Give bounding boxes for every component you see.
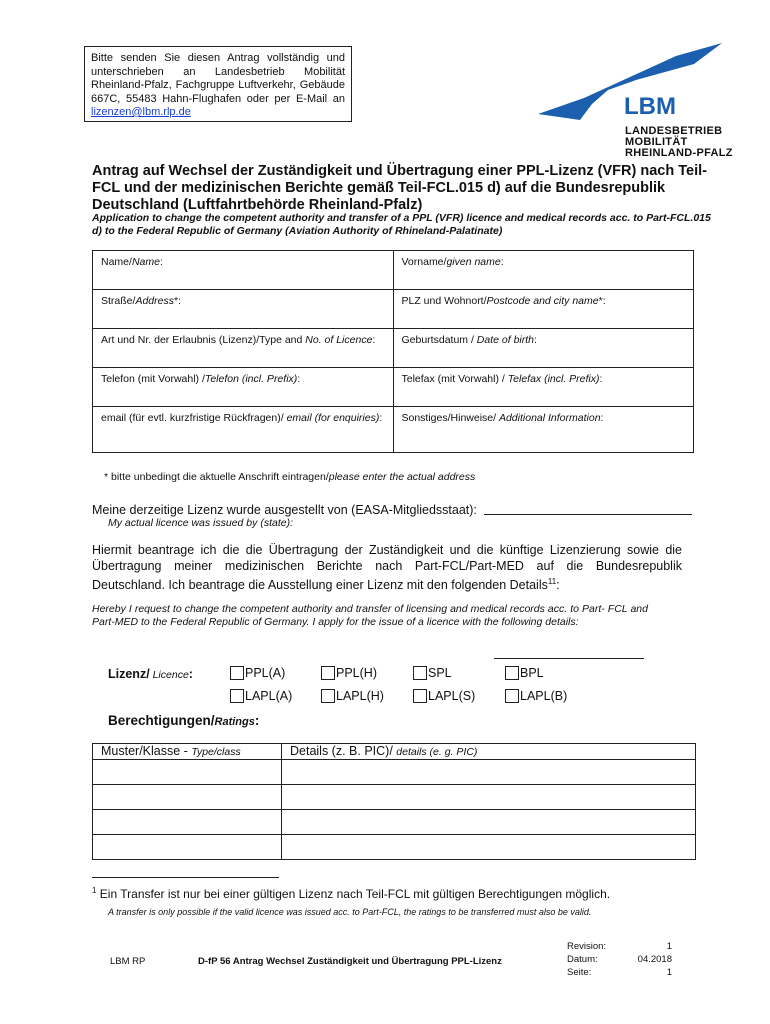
checkbox-lapl-b[interactable]: LAPL(B): [505, 689, 567, 703]
additional-info-field[interactable]: Sonstiges/Hinweise/ Additional Information:: [393, 407, 694, 453]
issued-by-label-en: My actual licence was issued by (state):: [108, 517, 293, 529]
checkbox-box[interactable]: [413, 666, 427, 680]
request-paragraph: Hiermit beantrage ich die die Übertragung der Zuständigkeit und die künftige Lizenzierung sowie die Übertragung meiner medizinischen Berichte nach Part-FCL/Part-MED auf die Bundesrepublik Deutschland. Ich beantrage die Ausstellung einer Lizenz mit den folgenden Details$^{11}$:: [92, 543, 682, 593]
checkbox-ppl-a[interactable]: PPL(A): [230, 666, 285, 680]
type-class-cell[interactable]: [93, 810, 282, 835]
footnote-divider: [92, 877, 279, 878]
logo-abbr: LBM: [624, 93, 676, 120]
address-box: [84, 46, 352, 122]
table-row: [93, 290, 694, 329]
issued-by-input-line[interactable]: [484, 514, 692, 515]
personal-data-table: [92, 250, 694, 453]
page-label: Seite:: [567, 967, 592, 978]
page-title: Antrag auf Wechsel der Zuständigkeit und Übertragung einer PPL-Lizenz (VFR) nach Teil-FCL und der medizinischen Berichte gemäß Teil-FCL.015 d) auf die Bundesrepublik Deutschland (Luftfahrtbehörde Rheinland-Pfalz): [92, 163, 707, 213]
page-value: 1: [666, 967, 672, 978]
licence-number-field[interactable]: Art und Nr. der Erlaubnis (Lizenz)/Type and No. of Licence:: [93, 329, 394, 368]
table-row: [93, 835, 696, 860]
checkbox-lapl-s[interactable]: LAPL(S): [413, 689, 475, 703]
name-field[interactable]: Name/Name:: [93, 251, 394, 290]
checkbox-ppl-h[interactable]: PPL(H): [321, 666, 377, 680]
telefax-field[interactable]: Telefax (mit Vorwahl) / Telefax (incl. Prefix):: [393, 368, 694, 407]
date-value: 04.2018: [637, 954, 672, 965]
table-row: [93, 760, 696, 785]
ratings-label: Berechtigungen/Ratings:: [108, 713, 260, 728]
details-header: Details (z. B. PIC)/ details (e. g. PIC): [282, 744, 696, 760]
date-label: Datum:: [567, 954, 598, 965]
checkbox-box[interactable]: [230, 689, 244, 703]
postcode-city-field[interactable]: PLZ und Wohnort/Postcode and city name*:: [393, 290, 694, 329]
revision-value: 1: [666, 941, 672, 952]
table-row: [93, 407, 694, 453]
address-field[interactable]: Straße/Address*:: [93, 290, 394, 329]
table-row: [93, 368, 694, 407]
checkbox-box[interactable]: [321, 689, 335, 703]
ratings-table: [92, 743, 696, 860]
email-link[interactable]: lizenzen@lbm.rlp.de: [91, 106, 191, 118]
checkbox-spl[interactable]: SPL: [413, 666, 452, 680]
telephone-field[interactable]: Telefon (mit Vorwahl) /Telefon (incl. Prefix):: [93, 368, 394, 407]
issued-by-label: Meine derzeitige Lizenz wurde ausgestellt von (EASA-Mitgliedsstaat):: [92, 503, 477, 517]
footer-form-title: D-fP 56 Antrag Wechsel Zuständigkeit und Übertragung PPL-Lizenz: [198, 956, 502, 967]
given-name-field[interactable]: Vorname/given name:: [393, 251, 694, 290]
checkbox-box[interactable]: [230, 666, 244, 680]
type-class-cell[interactable]: [93, 785, 282, 810]
footnote-ref: 11: [547, 577, 557, 586]
address-note: * bitte unbedingt die aktuelle Anschrift eintragen/please enter the actual address: [104, 471, 476, 483]
checkbox-bpl[interactable]: BPL: [505, 666, 544, 680]
checkbox-lapl-h[interactable]: LAPL(H): [321, 689, 384, 703]
licence-other-line[interactable]: [494, 658, 644, 659]
footnote-text: $^1$ Ein Transfer ist nur bei einer gültigen Lizenz nach Teil-FCL mit gültigen Berechtigungen möglich.: [92, 886, 611, 901]
checkbox-box[interactable]: [321, 666, 335, 680]
details-cell[interactable]: [282, 835, 696, 860]
page-subtitle: Application to change the competent authority and transfer of a PPL (VFR) licence and medical records acc. to Part-FCL.015 d) to the Federal Republic of Germany (Aviation Authority of Rhineland-Palatinate): [92, 212, 711, 237]
revision-label: Revision:: [567, 941, 607, 952]
details-cell[interactable]: [282, 760, 696, 785]
checkbox-box[interactable]: [505, 689, 519, 703]
table-row: [93, 785, 696, 810]
ratings-header-row: [93, 744, 696, 760]
logo-line-1: LANDESBETRIEB: [625, 125, 723, 137]
footer-left: LBM RP: [110, 956, 146, 967]
address-text: Bitte senden Sie diesen Antrag vollständig und unterschrieben an Landesbetrieb Mobilität Rheinland-Pfalz, Fachgruppe Luftverkehr, Gebäude 667C, 55483 Hahn-Flughafen oder per E-Mail an: [91, 52, 345, 105]
request-paragraph-en: Hereby I request to change the competent authority and transfer of licensing and medical records acc. to Part- FCL and Part-MED to the Federal Republic of Germany. I apply for the issue of a licence with the following details:: [92, 603, 648, 628]
birth-date-field[interactable]: Geburtsdatum / Date of birth:: [393, 329, 694, 368]
logo-line-3: RHEINLAND-PFALZ: [625, 147, 733, 159]
checkbox-lapl-a[interactable]: LAPL(A): [230, 689, 292, 703]
table-row: [93, 251, 694, 290]
footnote-text-en: A transfer is only possible if the valid licence was issued acc. to Part-FCL, the ratings to be transferred must also be valid.: [108, 907, 592, 917]
checkbox-box[interactable]: [413, 689, 427, 703]
email-field[interactable]: email (für evtl. kurzfristige Rückfragen)/ email (for enquiries):: [93, 407, 394, 453]
licence-label: Lizenz/ Licence:: [108, 667, 193, 681]
logo-subtitle: [625, 126, 733, 159]
type-class-header: Muster/Klasse - Type/class: [93, 744, 282, 760]
table-row: [93, 810, 696, 835]
details-cell[interactable]: [282, 785, 696, 810]
table-row: [93, 329, 694, 368]
logo-line-2: MOBILITÄT: [625, 136, 688, 148]
details-cell[interactable]: [282, 810, 696, 835]
type-class-cell[interactable]: [93, 760, 282, 785]
type-class-cell[interactable]: [93, 835, 282, 860]
checkbox-box[interactable]: [505, 666, 519, 680]
